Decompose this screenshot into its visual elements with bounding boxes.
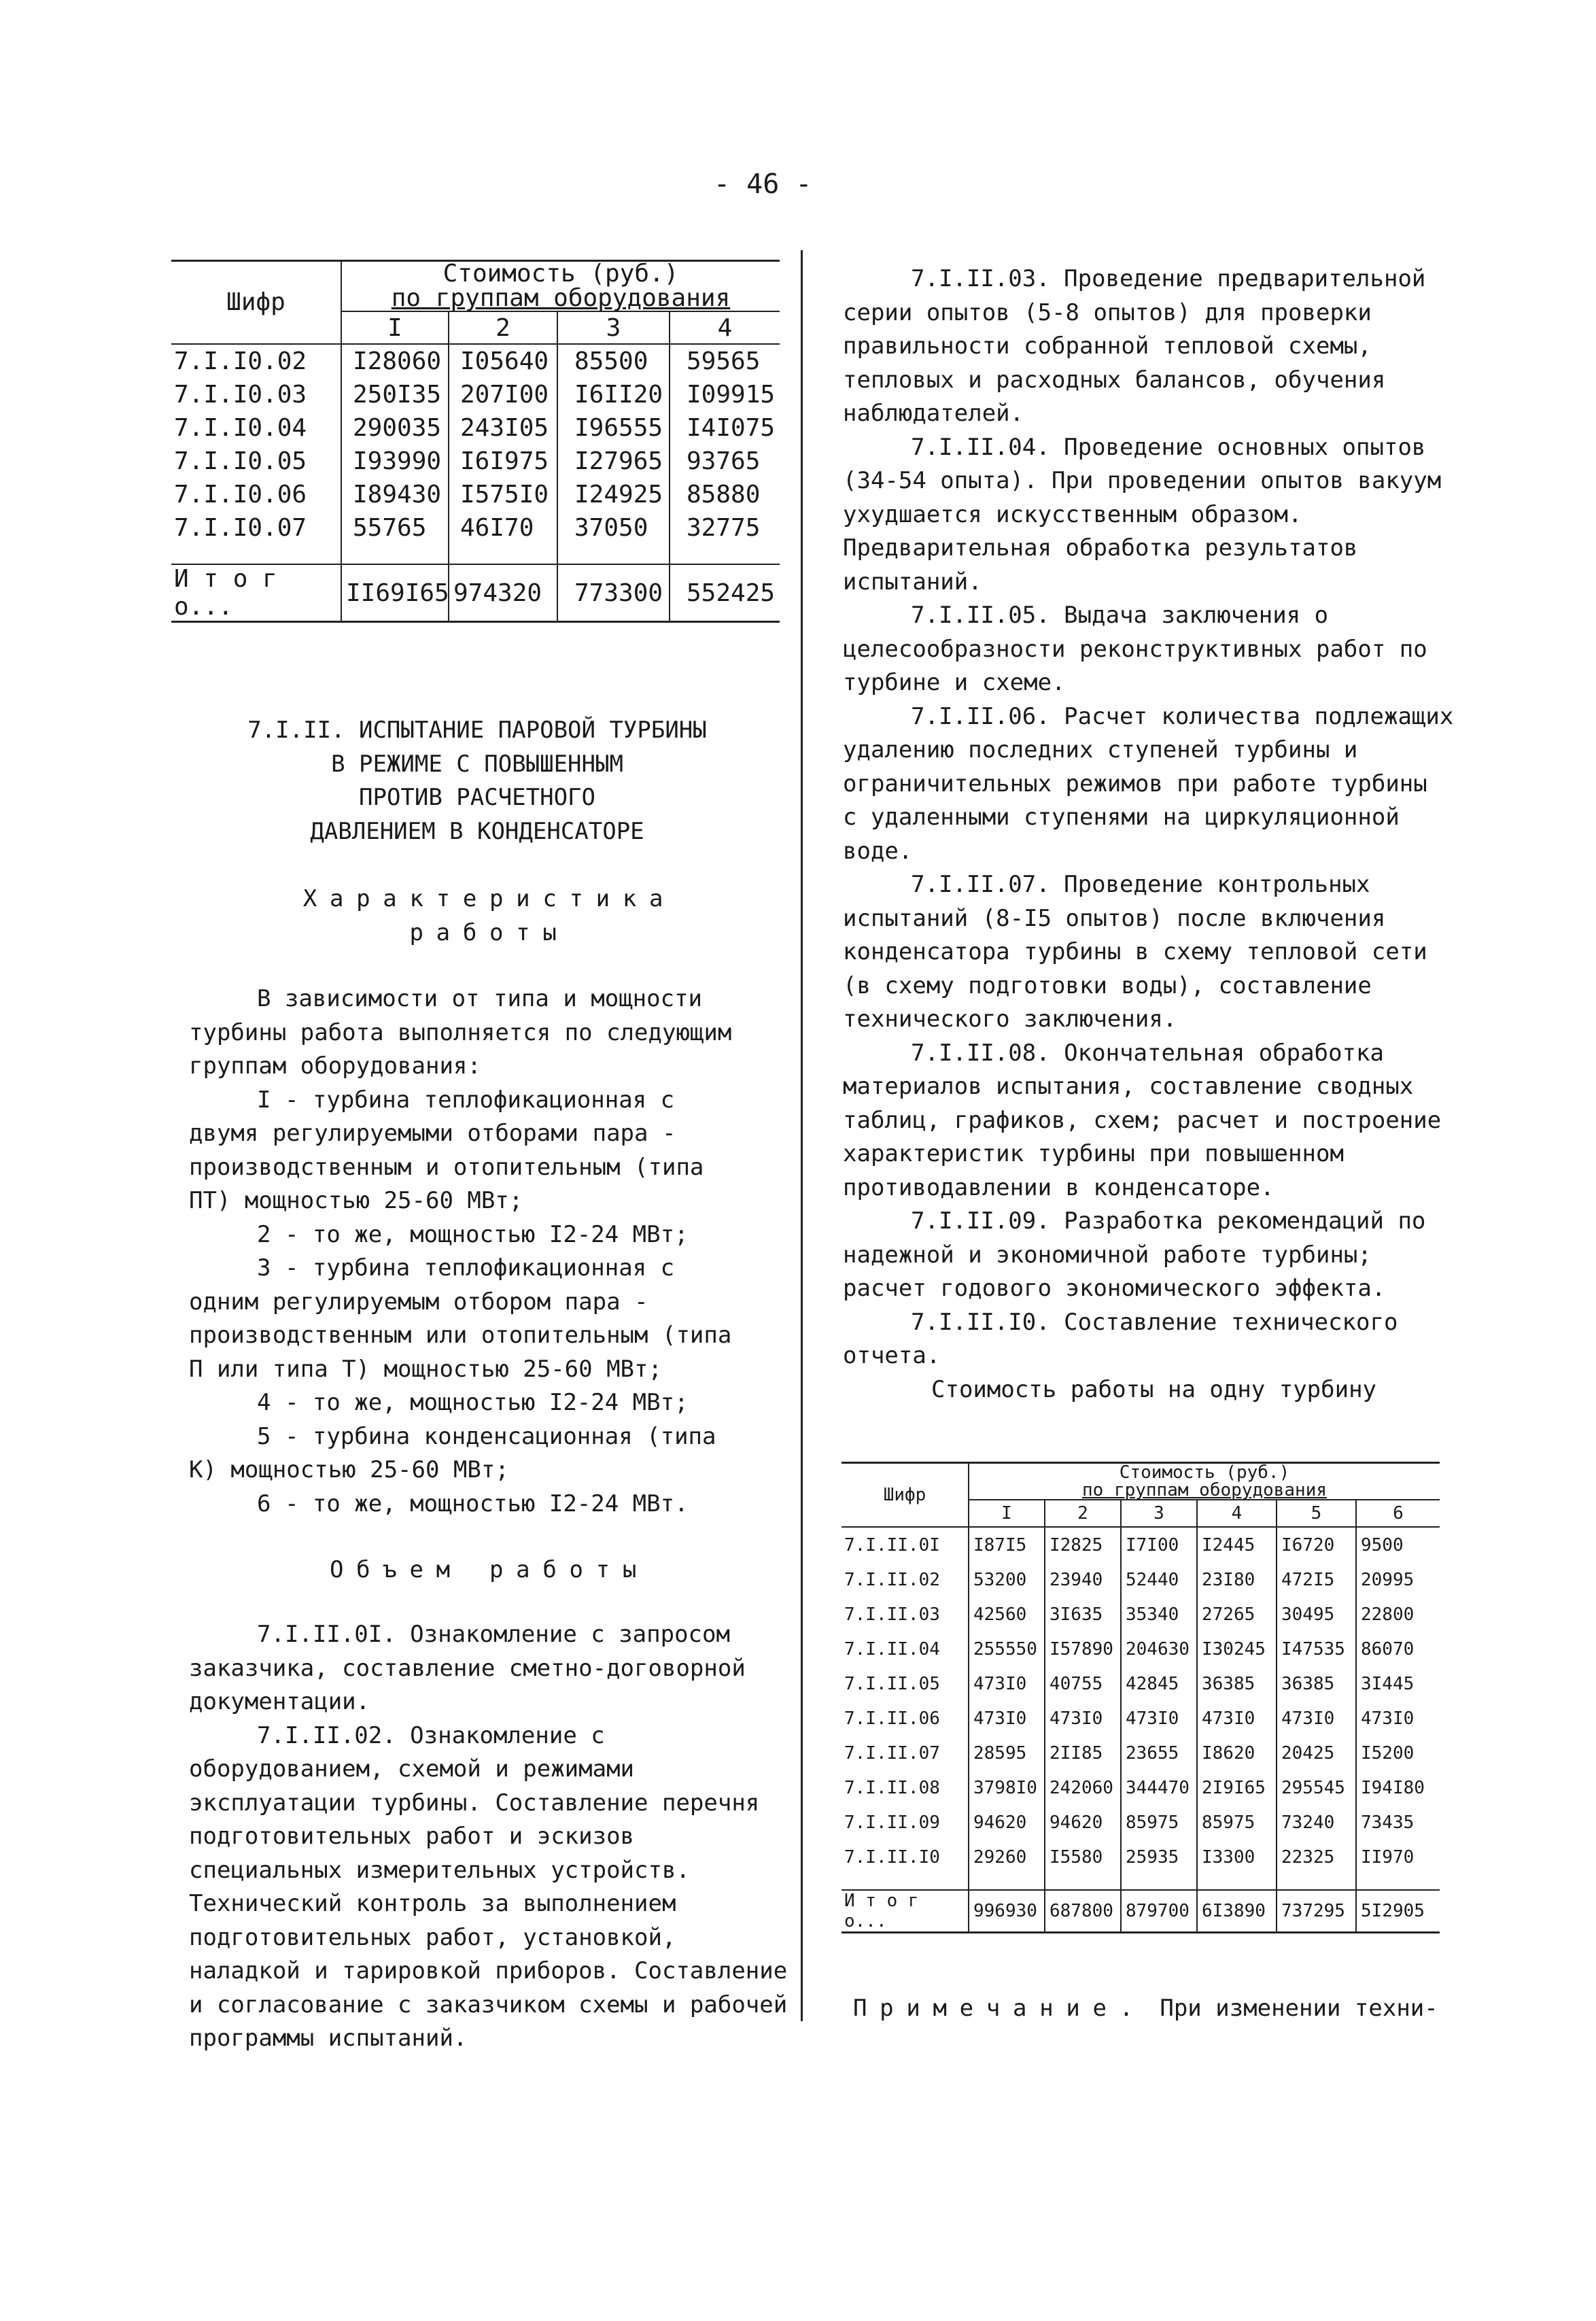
row-value: 9500 bbox=[1356, 1527, 1440, 1562]
work-item: 7.I.II.0I. Ознакомление с запросом заказчика, составление сметно-договорной документации. bbox=[189, 1621, 746, 1715]
row-code: 7.I.I0.02 bbox=[174, 347, 307, 375]
row-code: 7.I.II.0I bbox=[844, 1534, 940, 1555]
cost-header-line1: Стоимость (руб.) bbox=[443, 260, 679, 288]
table-header-row bbox=[842, 1463, 1440, 1500]
row-code: 7.I.I0.07 bbox=[174, 514, 307, 542]
spacer-cell bbox=[449, 545, 557, 564]
cost-header bbox=[969, 1463, 1440, 1500]
group-1: I bbox=[341, 311, 449, 344]
cost-table-1 bbox=[171, 260, 780, 623]
spacer-cell bbox=[1121, 1874, 1197, 1890]
row-value: I89430 bbox=[341, 478, 449, 511]
row-value: 36385 bbox=[1277, 1666, 1356, 1701]
row-code: 7.I.II.05 bbox=[844, 1673, 940, 1694]
row-value: I7I00 bbox=[1121, 1527, 1197, 1562]
table-row bbox=[171, 378, 780, 411]
row-value: 344470 bbox=[1121, 1770, 1197, 1805]
row-value: 250I35 bbox=[341, 378, 449, 411]
section-title-line: ПРОТИВ РАСЧЕТНОГО bbox=[359, 784, 595, 811]
row-value: 85880 bbox=[670, 478, 780, 511]
row-value: 22325 bbox=[1277, 1840, 1356, 1874]
total-value: 737295 bbox=[1277, 1890, 1356, 1933]
spacer-cell bbox=[557, 545, 670, 564]
row-value: 204630 bbox=[1121, 1632, 1197, 1666]
row-value: 472I5 bbox=[1277, 1562, 1356, 1597]
page-number: - 46 - bbox=[714, 169, 812, 200]
row-value: 473I0 bbox=[969, 1666, 1045, 1701]
cost-header-line2: по группам оборудования bbox=[391, 284, 731, 312]
spacer-cell bbox=[1045, 1874, 1121, 1890]
row-value: 28595 bbox=[969, 1736, 1045, 1770]
group-item: 2 - то же, мощностью I2-24 МВт; bbox=[257, 1220, 689, 1248]
row-value: 85975 bbox=[1121, 1805, 1197, 1840]
column-divider bbox=[801, 250, 803, 2021]
characteristic-heading-line2: работы bbox=[409, 918, 570, 946]
row-value: 85975 bbox=[1197, 1805, 1277, 1840]
table-row bbox=[842, 1632, 1440, 1666]
section-title-line: 7.I.II. ИСПЫТАНИЕ ПАРОВОЙ ТУРБИНЫ bbox=[247, 717, 707, 744]
row-value: 36385 bbox=[1197, 1666, 1277, 1701]
table-row bbox=[842, 1527, 1440, 1562]
row-value: 94620 bbox=[969, 1805, 1045, 1840]
table-spacer-row bbox=[842, 1874, 1440, 1890]
spacer-cell bbox=[1277, 1874, 1356, 1890]
row-value: I47535 bbox=[1277, 1632, 1356, 1666]
row-value: 94620 bbox=[1045, 1805, 1121, 1840]
total-value: 552425 bbox=[670, 564, 780, 622]
row-value: 55765 bbox=[341, 511, 449, 545]
section-title-line: ДАВЛЕНИЕМ В КОНДЕНСАТОРЕ bbox=[310, 817, 644, 845]
work-item: 7.I.II.03. Проведение предварительной серии опытов (5-8 опытов) для проверки правильности собранной тепловой схемы, тепловых и расходных балансов, обучения наблюдателей. bbox=[843, 265, 1426, 427]
characteristic-heading bbox=[272, 882, 707, 950]
row-value: I3300 bbox=[1197, 1840, 1277, 1874]
row-value: 2I9I65 bbox=[1197, 1770, 1277, 1805]
row-code: 7.I.II.07 bbox=[844, 1742, 940, 1764]
row-value: I05640 bbox=[449, 344, 557, 378]
row-value: 23I80 bbox=[1197, 1562, 1277, 1597]
row-value: 3I635 bbox=[1045, 1597, 1121, 1632]
row-value: I30245 bbox=[1197, 1632, 1277, 1666]
row-value: I09915 bbox=[670, 378, 780, 411]
row-value: I6720 bbox=[1277, 1527, 1356, 1562]
row-value: 52440 bbox=[1121, 1562, 1197, 1597]
row-value: 37050 bbox=[557, 511, 670, 545]
total-label: И т о г о... bbox=[842, 1890, 969, 1933]
work-item: 7.I.II.07. Проведение контрольных испытаний (8-I5 опытов) после включения конденсатора турбины в схему тепловой сети (в схему подготовки воды), составление технического заключения. bbox=[843, 871, 1427, 1033]
total-value: 974320 bbox=[449, 564, 557, 622]
table-row bbox=[842, 1666, 1440, 1701]
work-item: 7.I.II.02. Ознакомление с оборудованием, схемой и режимами эксплуатации турбины. Составление перечня подготовительных работ и эскизов специальных измерительных устройств. Технический контроль за выполнением подготовительных работ, установкой, наладкой и тарировкой приборов. Составление и согласование с заказчиком схемы и рабочей программы испытаний. bbox=[189, 1721, 788, 2052]
row-value: 473I0 bbox=[969, 1701, 1045, 1736]
group-6: 6 bbox=[1356, 1500, 1440, 1527]
work-item: 7.I.II.08. Окончательная обработка материалов испытания, составление сводных таблиц, графиков, схем; расчет и построение характеристик турбины при повышенном противодавлении в конденсаторе. bbox=[843, 1039, 1442, 1201]
volume-body-left bbox=[189, 1618, 791, 2056]
spacer-cell bbox=[341, 545, 449, 564]
table-row bbox=[842, 1840, 1440, 1874]
table-row bbox=[842, 1736, 1440, 1770]
table-row bbox=[842, 1562, 1440, 1597]
work-item: 7.I.II.04. Проведение основных опытов (34-54 опыта). При проведении опытов вакуум ухудшается искусственным образом. Предварительная обработка результатов испытаний. bbox=[843, 433, 1442, 596]
table-row bbox=[842, 1597, 1440, 1632]
row-code: 7.I.II.I0 bbox=[844, 1846, 940, 1868]
volume-heading: Объем работы bbox=[329, 1556, 650, 1583]
spacer-cell bbox=[842, 1874, 969, 1890]
group-item: 5 - турбина конденсационная (типа К) мощностью 25-60 МВт; bbox=[189, 1422, 716, 1483]
row-value: I6II20 bbox=[557, 378, 670, 411]
row-value: 22800 bbox=[1356, 1597, 1440, 1632]
note-label: Примечание. bbox=[853, 1995, 1146, 2022]
row-value: 243I05 bbox=[449, 411, 557, 445]
row-code: 7.I.I0.03 bbox=[174, 381, 307, 409]
row-value: 295545 bbox=[1277, 1770, 1356, 1805]
row-code: 7.I.II.06 bbox=[844, 1708, 940, 1729]
row-value: 29260 bbox=[969, 1840, 1045, 1874]
row-value: 23655 bbox=[1121, 1736, 1197, 1770]
spacer-cell bbox=[1197, 1874, 1277, 1890]
row-value: 32775 bbox=[670, 511, 780, 545]
characteristic-intro: В зависимости от типа и мощности турбины работа выполняется по следующим группам оборудования: bbox=[189, 985, 732, 1080]
note-text: При изменении техни- bbox=[1145, 1995, 1438, 2022]
row-value: I2825 bbox=[1045, 1527, 1121, 1562]
row-value: 85500 bbox=[557, 344, 670, 378]
spacer-cell bbox=[670, 545, 780, 564]
cost-table-2 bbox=[842, 1462, 1440, 1933]
table-row bbox=[171, 411, 780, 445]
cost-header-line2: по группам оборудования bbox=[1081, 1480, 1328, 1500]
row-value: I93990 bbox=[341, 445, 449, 478]
total-value: 996930 bbox=[969, 1890, 1045, 1933]
total-value: 773300 bbox=[557, 564, 670, 622]
group-4: 4 bbox=[670, 311, 780, 344]
table-total-row bbox=[171, 564, 780, 622]
row-value: 73435 bbox=[1356, 1805, 1440, 1840]
row-value: 3I445 bbox=[1356, 1666, 1440, 1701]
note bbox=[853, 1992, 1438, 2026]
row-code: 7.I.II.08 bbox=[844, 1777, 940, 1798]
work-item: 7.I.II.09. Разработка рекомендаций по надежной и экономичной работе турбины; расчет годового экономического эффекта. bbox=[843, 1207, 1426, 1302]
section-title-line: В РЕЖИМЕ С ПОВЫШЕННЫМ bbox=[331, 750, 623, 778]
row-value: 473I0 bbox=[1356, 1701, 1440, 1736]
group-item: 3 - турбина теплофикационная с одним регулируемым отбором пара - производственным или отопительным (типа П или типа Т) мощностью 25-60 МВт; bbox=[189, 1254, 732, 1383]
row-value: II970 bbox=[1356, 1840, 1440, 1874]
row-value: I28060 bbox=[341, 344, 449, 378]
table-spacer-row bbox=[171, 545, 780, 564]
table-row bbox=[171, 511, 780, 545]
table-total-row bbox=[842, 1890, 1440, 1933]
row-value: 3798I0 bbox=[969, 1770, 1045, 1805]
total-value: 879700 bbox=[1121, 1890, 1197, 1933]
table-row bbox=[842, 1805, 1440, 1840]
group-3: 3 bbox=[557, 311, 670, 344]
row-value: 93765 bbox=[670, 445, 780, 478]
row-value: I96555 bbox=[557, 411, 670, 445]
row-value: I4I075 bbox=[670, 411, 780, 445]
total-label: И т о г о... bbox=[171, 564, 341, 622]
table-row bbox=[842, 1701, 1440, 1736]
row-code: 7.I.II.04 bbox=[844, 1638, 940, 1660]
row-value: I575I0 bbox=[449, 478, 557, 511]
group-item: 6 - то же, мощностью I2-24 МВт. bbox=[257, 1490, 689, 1517]
table-row bbox=[171, 344, 780, 378]
table-header-row bbox=[171, 261, 780, 312]
row-value: 20995 bbox=[1356, 1562, 1440, 1597]
cost-header bbox=[341, 261, 780, 312]
row-value: 46I70 bbox=[449, 511, 557, 545]
cipher-header: Шифр bbox=[171, 261, 341, 345]
total-value: 687800 bbox=[1045, 1890, 1121, 1933]
work-item: 7.I.II.I0. Составление технического отчета. bbox=[843, 1308, 1398, 1369]
work-item: 7.I.II.06. Расчет количества подлежащих удалению последних ступеней турбины и ограничительных режимов при работе турбины с удаленными ступенями на циркуляционной воде. bbox=[843, 702, 1454, 865]
row-code: 7.I.I0.05 bbox=[174, 447, 307, 475]
total-value: 5I2905 bbox=[1356, 1890, 1440, 1933]
group-1: I bbox=[969, 1500, 1045, 1527]
row-value: 27265 bbox=[1197, 1597, 1277, 1632]
row-value: I6I975 bbox=[449, 445, 557, 478]
row-value: 242060 bbox=[1045, 1770, 1121, 1805]
group-5: 5 bbox=[1277, 1500, 1356, 1527]
group-3: 3 bbox=[1121, 1500, 1197, 1527]
row-value: I2445 bbox=[1197, 1527, 1277, 1562]
row-value: 40755 bbox=[1045, 1666, 1121, 1701]
group-item: 4 - то же, мощностью I2-24 МВт; bbox=[257, 1389, 689, 1416]
spacer-cell bbox=[171, 545, 341, 564]
cost-caption: Стоимость работы на одну турбину bbox=[931, 1376, 1377, 1403]
characteristic-heading-line1: Характеристика bbox=[302, 885, 676, 912]
row-value: 473I0 bbox=[1277, 1701, 1356, 1736]
row-value: 473I0 bbox=[1045, 1701, 1121, 1736]
group-4: 4 bbox=[1197, 1500, 1277, 1527]
table-row bbox=[171, 445, 780, 478]
table-row bbox=[171, 478, 780, 511]
row-value: I94I80 bbox=[1356, 1770, 1440, 1805]
row-code: 7.I.I0.06 bbox=[174, 481, 307, 509]
spacer-cell bbox=[1356, 1874, 1440, 1890]
total-value: 6I3890 bbox=[1197, 1890, 1277, 1933]
row-value: I87I5 bbox=[969, 1527, 1045, 1562]
row-value: I57890 bbox=[1045, 1632, 1121, 1666]
row-value: 23940 bbox=[1045, 1562, 1121, 1597]
row-value: 53200 bbox=[969, 1562, 1045, 1597]
row-value: 473I0 bbox=[1197, 1701, 1277, 1736]
row-value: 86070 bbox=[1356, 1632, 1440, 1666]
work-item: 7.I.II.05. Выдача заключения о целесообразности реконструктивных работ по турбине и схеме. bbox=[843, 602, 1427, 696]
row-value: 59565 bbox=[670, 344, 780, 378]
row-value: I24925 bbox=[557, 478, 670, 511]
total-value: II69I65 bbox=[341, 564, 449, 622]
row-value: 25935 bbox=[1121, 1840, 1197, 1874]
row-value: 255550 bbox=[969, 1632, 1045, 1666]
cost-header-line1: Стоимость (руб.) bbox=[1119, 1462, 1290, 1483]
row-value: I27965 bbox=[557, 445, 670, 478]
row-value: 207I00 bbox=[449, 378, 557, 411]
row-code: 7.I.II.02 bbox=[844, 1569, 940, 1590]
group-2: 2 bbox=[1045, 1500, 1121, 1527]
row-value: 2II85 bbox=[1045, 1736, 1121, 1770]
row-value: I5580 bbox=[1045, 1840, 1121, 1874]
row-code: 7.I.II.03 bbox=[844, 1604, 940, 1625]
cipher-header: Шифр bbox=[842, 1463, 969, 1528]
characteristic-body bbox=[189, 982, 754, 1521]
group-item: I - турбина теплофикационная с двумя регулируемыми отборами пара - производственным и отопительным (типа ПТ) мощностью 25-60 МВт; bbox=[189, 1086, 704, 1214]
group-2: 2 bbox=[449, 311, 557, 344]
volume-body-right bbox=[843, 262, 1455, 1373]
section-title bbox=[171, 714, 783, 848]
row-value: I5200 bbox=[1356, 1736, 1440, 1770]
row-value: 42845 bbox=[1121, 1666, 1197, 1701]
row-value: 73240 bbox=[1277, 1805, 1356, 1840]
row-code: 7.I.I0.04 bbox=[174, 414, 307, 442]
row-value: I8620 bbox=[1197, 1736, 1277, 1770]
row-value: 30495 bbox=[1277, 1597, 1356, 1632]
row-value: 42560 bbox=[969, 1597, 1045, 1632]
table-row bbox=[842, 1770, 1440, 1805]
row-code: 7.I.II.09 bbox=[844, 1812, 940, 1833]
row-value: 290035 bbox=[341, 411, 449, 445]
spacer-cell bbox=[969, 1874, 1045, 1890]
row-value: 20425 bbox=[1277, 1736, 1356, 1770]
row-value: 473I0 bbox=[1121, 1701, 1197, 1736]
row-value: 35340 bbox=[1121, 1597, 1197, 1632]
